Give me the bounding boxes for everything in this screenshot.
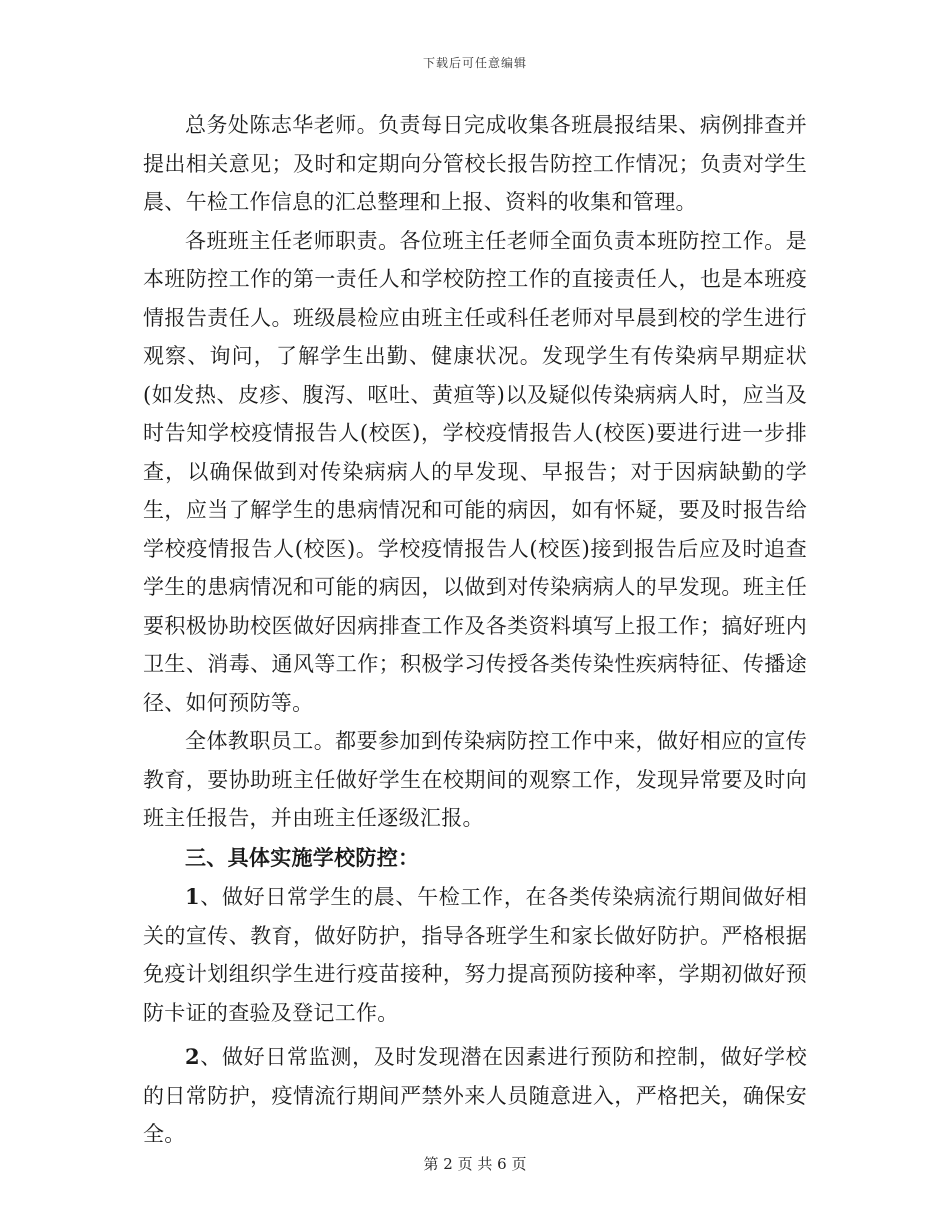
paragraph-general-affairs: 总务处陈志华老师。负责每日完成收集各班晨报结果、病例排查并提出相关意见；及时和定期向分管校长报告防控工作情况；负责对学生晨、午检工作信息的汇总整理和上报、资料的收集和管理。 [143, 113, 807, 214]
list-item-2-text: 、做好日常监测，及时发现潜在因素进行预防和控制，做好学校的日常防护，疫情流行期间严禁外来人员随意进入，严格把关，确保安全。 [143, 1045, 807, 1146]
list-item-2 [143, 1038, 807, 1154]
list-item-1-number: 1 [185, 884, 200, 909]
list-item-2-number: 2 [185, 1044, 200, 1069]
section-heading-3: 三、具体实施学校防控： [185, 844, 420, 870]
page-header: 下载后可任意编辑 [422, 56, 527, 70]
paragraph-class-teacher-duties: 各班班主任老师职责。各位班主任老师全面负责本班防控工作。是本班防控工作的第一责任人和学校防控工作的直接责任人，也是本班疫情报告责任人。班级晨检应由班主任或科任老师对早晨到校的学生进行观察、询问，了解学生出勤、健康状况。发现学生有传染病早期症状(如发热、皮疹、腹泻、呕吐、黄疸等)以及疑似传染病病人时，应当及时告知学校疫情报告人(校医)，学校疫情报告人(校医)要进行进一步排查，以确保做到对传染病病人的早发现、早报告；对于因病缺勤的学生，应当了解学生的患病情况和可能的病因，如有怀疑，要及时报告给学校疫情报告人(校医)。学校疫情报告人(校医)接到报告后应及时追查学生的患病情况和可能的病因，以做到对传染病病人的早发现。班主任要积极协助校医做好因病排查工作及各类资料填写上报工作；搞好班内卫生、消毒、通风等工作；积极学习传授各类传染性疾病特征、传播途径、如何预防等。 [143, 228, 807, 715]
page-number: 第 2 页 共 6 页 [423, 1155, 527, 1173]
paragraph-all-staff: 全体教职员工。都要参加到传染病防控工作中来，做好相应的宣传教育，要协助班主任做好学生在校期间的观察工作，发现异常要及时向班主任报告，并由班主任逐级汇报。 [143, 729, 807, 830]
list-item-1-text: 、做好日常学生的晨、午检工作，在各类传染病流行期间做好相关的宣传、教育，做好防护，指导各班学生和家长做好防护。严格根据免疫计划组织学生进行疫苗接种，努力提高预防接种率，学期初做好预防卡证的查验及登记工作。 [143, 885, 807, 1025]
document-body [143, 106, 807, 1154]
list-item-1 [143, 878, 807, 1032]
